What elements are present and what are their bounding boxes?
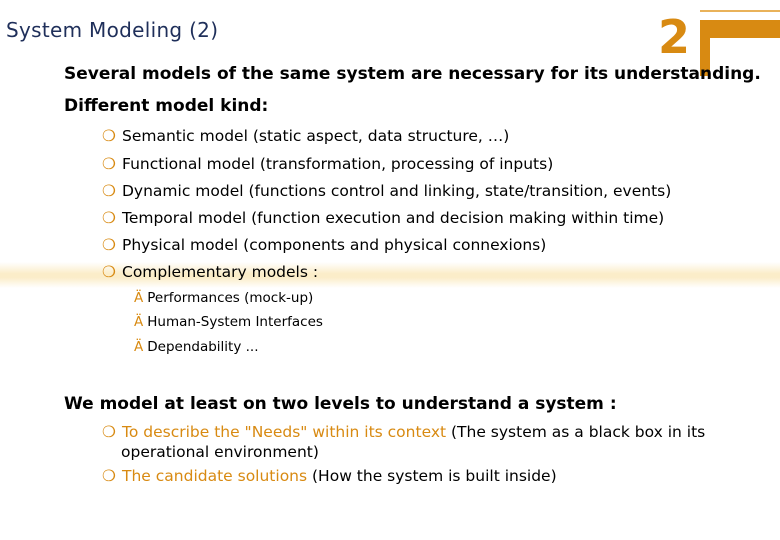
level-rest: (How the system is built inside) xyxy=(307,467,557,485)
complementary-item: Ä Performances (mock-up) xyxy=(134,290,314,306)
model-kind-heading: Different model kind: xyxy=(64,96,269,116)
model-item: ❍ Temporal model (function execution and decision making within time) xyxy=(102,209,665,227)
model-item: ❍ Complementary models : xyxy=(102,263,319,281)
circle-bullet-icon: ❍ xyxy=(102,182,116,200)
complementary-item: Ä Human-System Interfaces xyxy=(134,314,323,330)
model-item: ❍ Semantic model (static aspect, data structure, …) xyxy=(102,127,510,145)
arrow-bullet-icon: Ä xyxy=(134,339,144,355)
decorative-line xyxy=(700,10,780,12)
complementary-item: Ä Dependability ... xyxy=(134,339,259,355)
circle-bullet-icon: ❍ xyxy=(102,263,116,281)
circle-bullet-icon: ❍ xyxy=(102,127,116,145)
circle-bullet-icon: ❍ xyxy=(102,209,116,227)
decorative-box xyxy=(700,20,780,38)
slide-number: 2 xyxy=(658,10,691,64)
model-item: ❍ Functional model (transformation, processing of inputs) xyxy=(102,155,554,173)
levels-heading: We model at least on two levels to understand a system : xyxy=(64,394,617,414)
level-item xyxy=(102,423,705,441)
intro-line: Several models of the same system are necessary for its understanding. xyxy=(64,64,761,84)
slide-title: System Modeling (2) xyxy=(6,18,219,42)
circle-bullet-icon: ❍ xyxy=(102,467,116,485)
arrow-bullet-icon: Ä xyxy=(134,314,144,330)
circle-bullet-icon: ❍ xyxy=(102,155,116,173)
circle-bullet-icon: ❍ xyxy=(102,236,116,254)
circle-bullet-icon: ❍ xyxy=(102,423,116,441)
level-rest: (The system as a black box in its xyxy=(446,423,706,441)
model-item: ❍ Physical model (components and physical connexions) xyxy=(102,236,547,254)
model-item: ❍ Dynamic model (functions control and linking, state/transition, events) xyxy=(102,182,672,200)
level-continuation: operational environment) xyxy=(121,443,319,461)
level-highlight: To describe the "Needs" within its context xyxy=(122,423,447,441)
arrow-bullet-icon: Ä xyxy=(134,290,144,306)
level-highlight: The candidate solutions xyxy=(122,467,308,485)
level-item xyxy=(102,467,557,485)
